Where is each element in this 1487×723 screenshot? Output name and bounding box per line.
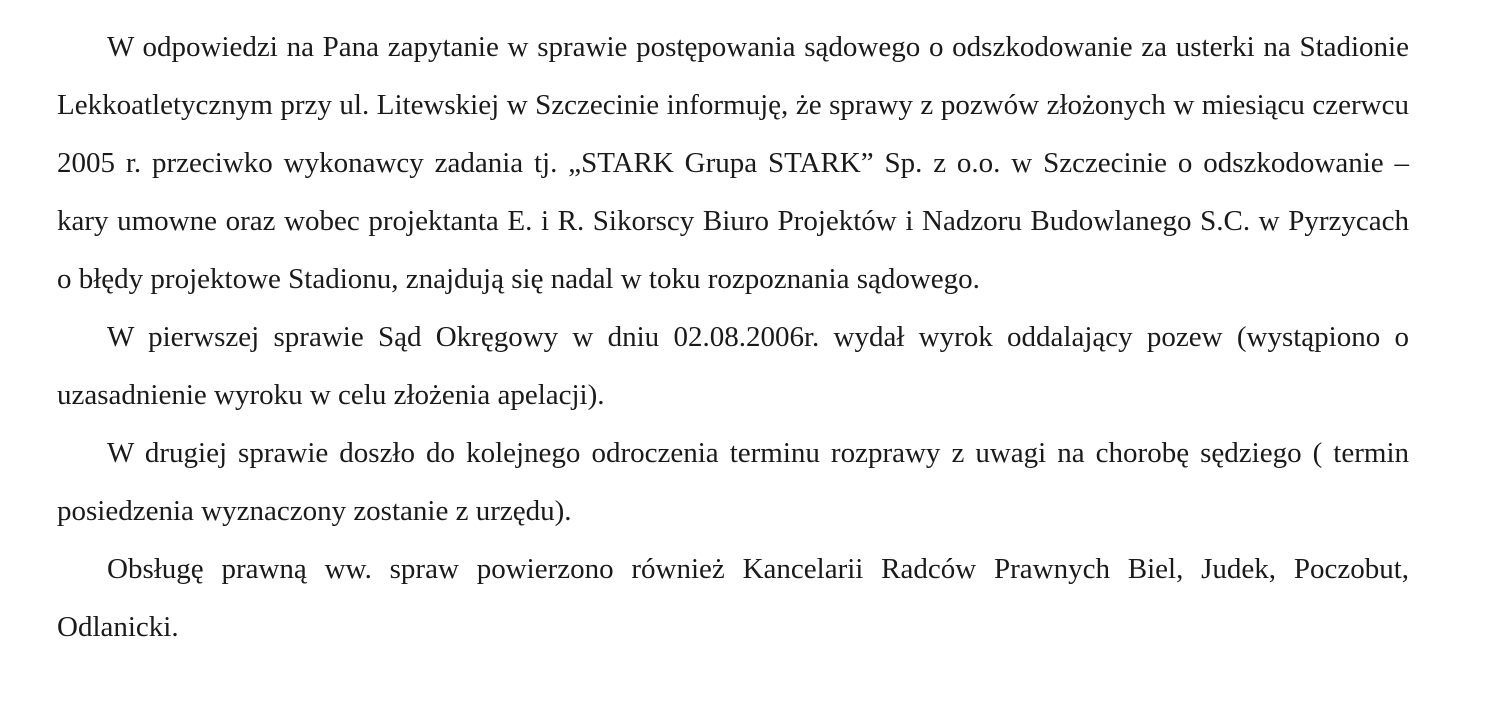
letter-body (57, 18, 1409, 656)
paragraph-court-proceedings: W odpowiedzi na Pana zapytanie w sprawie postępowania sądowego o odszkodowanie za usterki na Stadionie Lekkoatletycznym przy ul. Litewskiej w Szczecinie informuję, że sprawy z pozwów złożonych w miesiącu czerwcu 2005 r. przeciwko wykonawcy zadania tj. „STARK Grupa STARK” Sp. z o.o. w Szczecinie o odszkodowanie – kary umowne oraz wobec projektanta E. i R. Sikorscy Biuro Projektów i Nadzoru Budowlanego S.C. w Pyrzycach o błędy projektowe Stadionu, znajdują się nadal w toku rozpoznania sądowego. (57, 31, 1409, 295)
paragraph-first-case: W pierwszej sprawie Sąd Okręgowy w dniu 02.08.2006r. wydał wyrok oddalający pozew (wystąpiono o uzasadnienie wyroku w celu złożenia apelacji). (57, 321, 1409, 411)
paragraph-legal-service: Obsługę prawną ww. spraw powierzono również Kancelarii Radców Prawnych Biel, Judek, Poczobut, Odlanicki. (57, 553, 1409, 643)
paragraph-second-case: W drugiej sprawie doszło do kolejnego odroczenia terminu rozprawy z uwagi na chorobę sędziego ( termin posiedzenia wyznaczony zostanie z urzędu). (57, 437, 1409, 527)
